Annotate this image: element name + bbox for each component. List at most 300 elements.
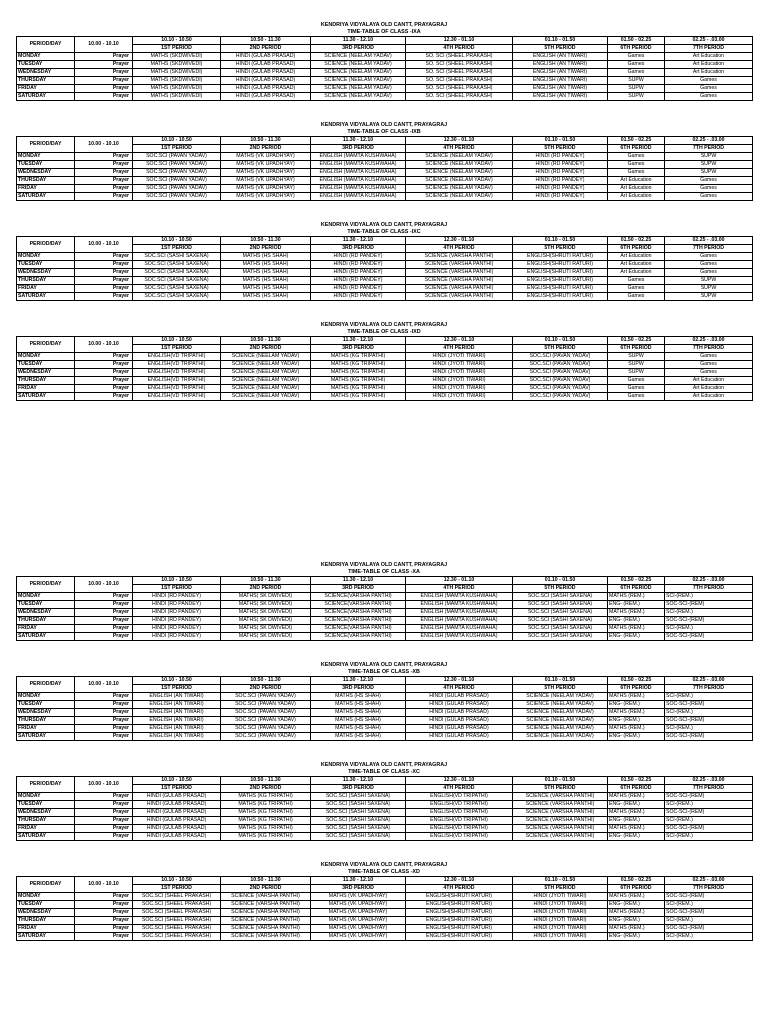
time-slot-header: 02.25 - .03.00 <box>665 577 753 585</box>
period-header: 3RD PERIOD <box>311 345 406 353</box>
prayer-cell: Prayer <box>75 709 133 717</box>
time-slot-header: 11.30 - 12.10 <box>311 677 406 685</box>
subject-cell: HINDI (RD PANDEY) <box>133 593 221 601</box>
day-label: SATURDAY <box>17 733 75 741</box>
table-row <box>17 733 753 741</box>
period-header: 1ST PERIOD <box>133 345 221 353</box>
table-row <box>17 177 753 185</box>
prayer-cell: Prayer <box>75 153 133 161</box>
subject-cell: SCIENCE (VARSHA PANTHI) <box>513 793 608 801</box>
subject-cell: MATHS (SKDWIVEDI) <box>133 69 221 77</box>
subject-cell: MATHS (SKDWIVEDI) <box>133 93 221 101</box>
subject-cell: HINDI (JYOTI TIWARI) <box>406 377 513 385</box>
subject-cell: MATHS (VK UPADHYAY) <box>221 193 311 201</box>
subject-cell: HINDI (GULAB PRASAD) <box>406 693 513 701</box>
subject-cell: HINDI (RD PANDEY) <box>513 153 608 161</box>
subject-cell: MATHS (VK UPADHYAY) <box>221 169 311 177</box>
day-label: THURSDAY <box>17 277 75 285</box>
subject-cell: SUPW <box>665 161 753 169</box>
table-row <box>17 709 753 717</box>
subject-cell: MATHS( SK DWIVEDI) <box>221 609 311 617</box>
timetable-grid <box>16 876 753 941</box>
subject-cell: HINDI (JYOTI TIWARI) <box>406 353 513 361</box>
subject-cell: SCIENCE (NEELAM YADAV) <box>311 77 406 85</box>
time-slot-header: 12.30 - 01.10 <box>406 237 513 245</box>
subject-cell: Games <box>665 177 753 185</box>
period-header: 1ST PERIOD <box>133 45 221 53</box>
subject-cell: SOC.SCI (SASHI SAXENA) <box>513 625 608 633</box>
time-slot-header: 12.30 - 01.10 <box>406 37 513 45</box>
timetable-grid <box>16 576 753 641</box>
subject-cell: SCIENCE (NEELAM YADAV) <box>221 353 311 361</box>
assembly-time-header: 10.00 - 10.10 <box>75 337 133 353</box>
day-label: MONDAY <box>17 893 75 901</box>
time-slot-header: 02.25 - .03.00 <box>665 877 753 885</box>
assembly-time-header: 10.00 - 10.10 <box>75 777 133 793</box>
subject-cell: HINDI (GULAB PRASAD) <box>133 793 221 801</box>
period-header: 6TH PERIOD <box>608 345 665 353</box>
subject-cell: MATHS (KG TRIPATHI) <box>311 369 406 377</box>
subject-cell: HINDI (RD PANDEY) <box>513 193 608 201</box>
subject-cell: MATHS (KG TRIPATHI) <box>311 361 406 369</box>
prayer-cell: Prayer <box>75 693 133 701</box>
subject-cell: ENGLISH (AN TIWARI) <box>133 701 221 709</box>
subject-cell: SCIENCE (NEELAM YADAV) <box>406 153 513 161</box>
time-slot-header: 01.50 - 02.25 <box>608 237 665 245</box>
subject-cell: SCI-(REM.) <box>665 709 753 717</box>
prayer-cell: Prayer <box>75 53 133 61</box>
table-row <box>17 625 753 633</box>
subject-cell: SOC.SCI (SASHI SAXENA) <box>311 801 406 809</box>
subject-cell: ENGLISH (AN TIWARI) <box>513 69 608 77</box>
subject-cell: MATHS (SKDWIVEDI) <box>133 85 221 93</box>
subject-cell: HINDI (RD PANDEY) <box>311 285 406 293</box>
subject-cell: MATHS (REM.) <box>608 825 665 833</box>
subject-cell: Games <box>665 261 753 269</box>
subject-cell: SCIENCE (VARSHA PANTHI) <box>406 253 513 261</box>
table-row <box>17 61 753 69</box>
subject-cell: HINDI (JYOTI TIWARI) <box>513 917 608 925</box>
subject-cell: SCIENCE (VARSHA PANTHI) <box>513 825 608 833</box>
subject-cell: ENG- (REM.) <box>608 917 665 925</box>
day-label: FRIDAY <box>17 725 75 733</box>
subject-cell: ENGLISH(SHRUTI RATURI) <box>513 269 608 277</box>
time-slot-header: 11.30 - 12.10 <box>311 877 406 885</box>
subject-cell: HINDI (RD PANDEY) <box>133 617 221 625</box>
subject-cell: SUPW <box>665 277 753 285</box>
table-row <box>17 809 753 817</box>
table-row <box>17 361 753 369</box>
subject-cell: SOC.SCI (SASHI SAXENA) <box>133 293 221 301</box>
period-day-header: PERIOD/DAY <box>17 877 75 893</box>
subject-cell: SCIENCE (NEELAM YADAV) <box>221 361 311 369</box>
period-header: 7TH PERIOD <box>665 45 753 53</box>
subject-cell: HINDI (RD PANDEY) <box>133 601 221 609</box>
period-header: 1ST PERIOD <box>133 585 221 593</box>
subject-cell: Games <box>665 369 753 377</box>
subject-cell: SCIENCE(VARSHA PANTHI) <box>311 601 406 609</box>
subject-cell: SCIENCE(VARSHA PANTHI) <box>311 593 406 601</box>
table-row <box>17 617 753 625</box>
subject-cell: ENG- (REM.) <box>608 733 665 741</box>
school-name: KENDRIYA VIDYALAYA OLD CANTT, PRAYAGRAJ <box>320 222 448 228</box>
subject-cell: SCIENCE (VARSHA PANTHI) <box>221 893 311 901</box>
subject-cell: SO. SCI (SHEEL PRAKASH) <box>406 77 513 85</box>
table-row <box>17 277 753 285</box>
table-row <box>17 353 753 361</box>
subject-cell: SOC.SCI (PAVAN YADAV) <box>513 377 608 385</box>
subject-cell: Art Education <box>608 177 665 185</box>
time-slot-header: 01.10 - 01.50 <box>513 337 608 345</box>
subject-cell: HINDI (JYOTI TIWARI) <box>513 901 608 909</box>
prayer-cell: Prayer <box>75 601 133 609</box>
table-row <box>17 801 753 809</box>
period-header: 7TH PERIOD <box>665 785 753 793</box>
subject-cell: ENGLISH(SHRUTI RATURI) <box>406 901 513 909</box>
day-label: SATURDAY <box>17 633 75 641</box>
day-label: MONDAY <box>17 693 75 701</box>
time-slot-header: 11.30 - 12.10 <box>311 337 406 345</box>
prayer-cell: Prayer <box>75 617 133 625</box>
subject-cell: ENGLISH(VD TRIPATHI) <box>406 817 513 825</box>
subject-cell: HINDI (RD PANDEY) <box>311 293 406 301</box>
period-header: 3RD PERIOD <box>311 685 406 693</box>
prayer-cell: Prayer <box>75 361 133 369</box>
prayer-cell: Prayer <box>75 85 133 93</box>
table-row <box>17 53 753 61</box>
period-header: 1ST PERIOD <box>133 885 221 893</box>
timetable-grid <box>16 336 753 401</box>
day-label: TUESDAY <box>17 361 75 369</box>
subject-cell: ENGLISH (AN TIWARI) <box>513 85 608 93</box>
subject-cell: MATHS (VK UPADHYAY) <box>221 161 311 169</box>
prayer-cell: Prayer <box>75 725 133 733</box>
subject-cell: MATHS (REM.) <box>608 893 665 901</box>
period-header: 4TH PERIOD <box>406 245 513 253</box>
time-slot-header: 10.50 - 11.30 <box>221 237 311 245</box>
time-slot-header: 11.30 - 12.10 <box>311 37 406 45</box>
subject-cell: SCIENCE (VARSHA PANTHI) <box>513 801 608 809</box>
subject-cell: MATHS (KG TRIPATHI) <box>221 801 311 809</box>
subject-cell: HINDI (RD PANDEY) <box>513 177 608 185</box>
prayer-cell: Prayer <box>75 261 133 269</box>
subject-cell: SOC.SCI (SASHI SAXENA) <box>311 809 406 817</box>
school-name: KENDRIYA VIDYALAYA OLD CANTT, PRAYAGRAJ <box>320 122 448 128</box>
subject-cell: ENGLISH(SHRUTI RATURI) <box>406 925 513 933</box>
day-label: FRIDAY <box>17 625 75 633</box>
subject-cell: MATHS( SK DWIVEDI) <box>221 617 311 625</box>
subject-cell: MATHS (KG TRIPATHI) <box>221 833 311 841</box>
subject-cell: SOC.SCI (SASHI SAXENA) <box>513 593 608 601</box>
header-row-times <box>17 877 753 885</box>
table-row <box>17 717 753 725</box>
period-header: 5TH PERIOD <box>513 45 608 53</box>
table-row <box>17 725 753 733</box>
subject-cell: HINDI (RD PANDEY) <box>513 161 608 169</box>
subject-cell: MATHS (REM.) <box>608 909 665 917</box>
subject-cell: Games <box>608 153 665 161</box>
subject-cell: SCI-(REM.) <box>665 625 753 633</box>
day-label: SATURDAY <box>17 293 75 301</box>
period-header: 3RD PERIOD <box>311 45 406 53</box>
subject-cell: SOC-SCI-(REM) <box>665 633 753 641</box>
time-slot-header: 02.25 - .03.00 <box>665 237 753 245</box>
timetable-block <box>16 322 752 401</box>
subject-cell: ENGLISH (MAMTA KUSHWAHA) <box>311 177 406 185</box>
subject-cell: SCIENCE (VARSHA PANTHI) <box>221 917 311 925</box>
day-label: MONDAY <box>17 153 75 161</box>
school-name: KENDRIYA VIDYALAYA OLD CANTT, PRAYAGRAJ <box>320 322 448 328</box>
subject-cell: SOC.SCI (SHEEL PRAKASH) <box>133 925 221 933</box>
class-title: TIME-TABLE OF CLASS -XC <box>348 769 420 775</box>
period-header: 2ND PERIOD <box>221 245 311 253</box>
period-header: 3RD PERIOD <box>311 585 406 593</box>
subject-cell: ENGLISH(SHRUTI RATURI) <box>406 933 513 941</box>
subject-cell: SOC.SCI (PAVAN YADAV) <box>513 369 608 377</box>
period-header: 5TH PERIOD <box>513 885 608 893</box>
subject-cell: ENGLISH(SHRUTI RATURI) <box>406 917 513 925</box>
time-slot-header: 01.50 - 02.25 <box>608 877 665 885</box>
day-label: FRIDAY <box>17 185 75 193</box>
subject-cell: ENG- (REM.) <box>608 633 665 641</box>
subject-cell: HINDI (JYOTI TIWARI) <box>406 369 513 377</box>
prayer-cell: Prayer <box>75 609 133 617</box>
subject-cell: ENGLISH(VD TRIPATHI) <box>133 385 221 393</box>
subject-cell: SOC.SCI (SHEEL PRAKASH) <box>133 917 221 925</box>
period-header: 5TH PERIOD <box>513 685 608 693</box>
day-label: MONDAY <box>17 793 75 801</box>
subject-cell: SCIENCE (VARSHA PANTHI) <box>406 285 513 293</box>
time-slot-header: 01.10 - 01.50 <box>513 237 608 245</box>
time-slot-header: 10.50 - 11.30 <box>221 337 311 345</box>
period-header: 6TH PERIOD <box>608 45 665 53</box>
assembly-time-header: 10.00 - 10.10 <box>75 137 133 153</box>
time-slot-header: 10.10 - 10.50 <box>133 577 221 585</box>
prayer-cell: Prayer <box>75 77 133 85</box>
subject-cell: Art Education <box>608 269 665 277</box>
subject-cell: Games <box>608 61 665 69</box>
period-header: 3RD PERIOD <box>311 245 406 253</box>
period-header: 5TH PERIOD <box>513 785 608 793</box>
subject-cell: ENGLISH (AN TIWARI) <box>133 693 221 701</box>
time-slot-header: 12.30 - 01.10 <box>406 577 513 585</box>
subject-cell: ENGLISH (MAMTA KUSHWAHA) <box>311 193 406 201</box>
prayer-cell: Prayer <box>75 61 133 69</box>
subject-cell: ENG- (REM.) <box>608 717 665 725</box>
subject-cell: MATHS (REM.) <box>608 593 665 601</box>
subject-cell: SCIENCE (NEELAM YADAV) <box>406 193 513 201</box>
time-slot-header: 10.50 - 11.30 <box>221 677 311 685</box>
subject-cell: SOC-SCI-(REM) <box>665 925 753 933</box>
table-row <box>17 293 753 301</box>
school-name: KENDRIYA VIDYALAYA OLD CANTT, PRAYAGRAJ <box>320 762 448 768</box>
subject-cell: HINDI (RD PANDEY) <box>311 269 406 277</box>
day-label: WEDNESDAY <box>17 609 75 617</box>
subject-cell: Games <box>608 53 665 61</box>
subject-cell: HINDI (RD PANDEY) <box>513 185 608 193</box>
header-row-times <box>17 337 753 345</box>
subject-cell: SO. SCI (SHEEL PRAKASH) <box>406 53 513 61</box>
subject-cell: SCIENCE (NEELAM YADAV) <box>221 393 311 401</box>
subject-cell: MATHS (HS SHAH) <box>311 733 406 741</box>
prayer-cell: Prayer <box>75 917 133 925</box>
prayer-cell: Prayer <box>75 393 133 401</box>
time-slot-header: 10.50 - 11.30 <box>221 577 311 585</box>
subject-cell: Games <box>665 361 753 369</box>
time-slot-header: 10.50 - 11.30 <box>221 37 311 45</box>
time-slot-header: 01.10 - 01.50 <box>513 577 608 585</box>
subject-cell: SCIENCE(VARSHA PANTHI) <box>311 609 406 617</box>
subject-cell: SOC.SCI (SHEEL PRAKASH) <box>133 909 221 917</box>
prayer-cell: Prayer <box>75 353 133 361</box>
period-header: 7TH PERIOD <box>665 585 753 593</box>
prayer-cell: Prayer <box>75 593 133 601</box>
subject-cell: SCIENCE(VARSHA PANTHI) <box>311 625 406 633</box>
period-header: 2ND PERIOD <box>221 45 311 53</box>
subject-cell: Games <box>608 377 665 385</box>
subject-cell: SOC-SCI-(REM) <box>665 825 753 833</box>
day-label: THURSDAY <box>17 177 75 185</box>
subject-cell: SOC.SCI (PAVAN YADAV) <box>513 353 608 361</box>
subject-cell: Art Education <box>608 261 665 269</box>
time-slot-header: 01.50 - 02.25 <box>608 677 665 685</box>
subject-cell: HINDI (GULAB PRASAD) <box>221 93 311 101</box>
subject-cell: SCIENCE (VARSHA PANTHI) <box>406 293 513 301</box>
subject-cell: HINDI (GULAB PRASAD) <box>133 825 221 833</box>
table-row <box>17 153 753 161</box>
time-slot-header: 02.25 - .03.00 <box>665 777 753 785</box>
subject-cell: MATHS (REM.) <box>608 793 665 801</box>
prayer-cell: Prayer <box>75 701 133 709</box>
subject-cell: SOC.SCI (PAVAN YADAV) <box>133 169 221 177</box>
table-row <box>17 901 753 909</box>
subject-cell: Games <box>665 253 753 261</box>
subject-cell: Art Education <box>665 53 753 61</box>
subject-cell: Games <box>608 393 665 401</box>
subject-cell: SOC.SCI (SHEEL PRAKASH) <box>133 893 221 901</box>
subject-cell: SCI-(REM.) <box>665 933 753 941</box>
subject-cell: SOC.SCI (SHEEL PRAKASH) <box>133 901 221 909</box>
subject-cell: ENGLISH (AN TIWARI) <box>133 709 221 717</box>
period-header: 2ND PERIOD <box>221 785 311 793</box>
subject-cell: ENGLISH(SHRUTI RATURI) <box>406 893 513 901</box>
subject-cell: SCIENCE (NEELAM YADAV) <box>406 169 513 177</box>
table-row <box>17 69 753 77</box>
time-slot-header: 10.10 - 10.50 <box>133 877 221 885</box>
day-label: THURSDAY <box>17 917 75 925</box>
table-row <box>17 609 753 617</box>
period-header: 1ST PERIOD <box>133 685 221 693</box>
table-row <box>17 261 753 269</box>
class-title: TIME-TABLE OF CLASS -XB <box>348 669 420 675</box>
subject-cell: Art Education <box>665 393 753 401</box>
header-row-times <box>17 677 753 685</box>
subject-cell: HINDI (RD PANDEY) <box>133 625 221 633</box>
subject-cell: SCIENCE (VARSHA PANTHI) <box>513 809 608 817</box>
prayer-cell: Prayer <box>75 369 133 377</box>
time-slot-header: 12.30 - 01.10 <box>406 137 513 145</box>
subject-cell: Art Education <box>608 193 665 201</box>
time-slot-header: 11.30 - 12.10 <box>311 577 406 585</box>
subject-cell: SCIENCE (NEELAM YADAV) <box>406 161 513 169</box>
subject-cell: SCIENCE (NEELAM YADAV) <box>221 377 311 385</box>
subject-cell: HINDI (GULAB PRASAD) <box>406 725 513 733</box>
subject-cell: SCIENCE (NEELAM YADAV) <box>513 701 608 709</box>
time-slot-header: 01.50 - 02.25 <box>608 777 665 785</box>
prayer-cell: Prayer <box>75 269 133 277</box>
period-header: 2ND PERIOD <box>221 145 311 153</box>
day-label: TUESDAY <box>17 261 75 269</box>
header-row-times <box>17 777 753 785</box>
day-label: TUESDAY <box>17 161 75 169</box>
subject-cell: ENGLISH (AN TIWARI) <box>133 717 221 725</box>
prayer-cell: Prayer <box>75 633 133 641</box>
subject-cell: Games <box>608 285 665 293</box>
subject-cell: ENGLISH (MAMTA KUSHWAHA) <box>406 609 513 617</box>
subject-cell: HINDI (JYOTI TIWARI) <box>513 925 608 933</box>
timetable-grid <box>16 776 753 841</box>
subject-cell: Games <box>665 185 753 193</box>
class-title: TIME-TABLE OF CLASS -XD <box>348 869 420 875</box>
timetable-block <box>16 562 752 641</box>
timetable-grid <box>16 676 753 741</box>
period-header: 7TH PERIOD <box>665 685 753 693</box>
subject-cell: SUPW <box>665 169 753 177</box>
prayer-cell: Prayer <box>75 817 133 825</box>
prayer-cell: Prayer <box>75 161 133 169</box>
subject-cell: HINDI (GULAB PRASAD) <box>133 817 221 825</box>
subject-cell: HINDI (JYOTI TIWARI) <box>406 385 513 393</box>
subject-cell: HINDI (GULAB PRASAD) <box>406 717 513 725</box>
subject-cell: ENGLISH(VD TRIPATHI) <box>133 393 221 401</box>
subject-cell: HINDI (RD PANDEY) <box>311 261 406 269</box>
subject-cell: ENGLISH(SHRUTI RATURI) <box>513 277 608 285</box>
day-label: FRIDAY <box>17 825 75 833</box>
table-row <box>17 377 753 385</box>
school-name: KENDRIYA VIDYALAYA OLD CANTT, PRAYAGRAJ <box>320 662 448 668</box>
subject-cell: ENGLISH (MAMTA KUSHWAHA) <box>406 593 513 601</box>
day-label: TUESDAY <box>17 901 75 909</box>
subject-cell: ENGLISH (MAMTA KUSHWAHA) <box>311 169 406 177</box>
period-header: 3RD PERIOD <box>311 145 406 153</box>
time-slot-header: 02.25 - .03.00 <box>665 137 753 145</box>
period-header: 1ST PERIOD <box>133 785 221 793</box>
subject-cell: ENGLISH(VD TRIPATHI) <box>406 825 513 833</box>
subject-cell: SOC.SCI (SASHI SAXENA) <box>513 601 608 609</box>
subject-cell: Games <box>665 353 753 361</box>
subject-cell: Games <box>608 277 665 285</box>
table-row <box>17 193 753 201</box>
time-slot-header: 10.50 - 11.30 <box>221 777 311 785</box>
time-slot-header: 12.30 - 01.10 <box>406 337 513 345</box>
period-header: 1ST PERIOD <box>133 245 221 253</box>
subject-cell: SCI-(REM.) <box>665 693 753 701</box>
subject-cell: ENGLISH(VD TRIPATHI) <box>406 793 513 801</box>
time-slot-header: 01.10 - 01.50 <box>513 777 608 785</box>
day-label: FRIDAY <box>17 285 75 293</box>
period-day-header: PERIOD/DAY <box>17 37 75 53</box>
subject-cell: Games <box>608 69 665 77</box>
subject-cell: SO. SCI (SHEEL PRAKASH) <box>406 69 513 77</box>
period-header: 7TH PERIOD <box>665 245 753 253</box>
subject-cell: Games <box>665 77 753 85</box>
period-header: 6TH PERIOD <box>608 685 665 693</box>
day-label: SATURDAY <box>17 933 75 941</box>
subject-cell: ENGLISH(VD TRIPATHI) <box>406 833 513 841</box>
subject-cell: MATHS (KG TRIPATHI) <box>221 809 311 817</box>
subject-cell: MATHS (KG TRIPATHI) <box>311 377 406 385</box>
prayer-cell: Prayer <box>75 893 133 901</box>
